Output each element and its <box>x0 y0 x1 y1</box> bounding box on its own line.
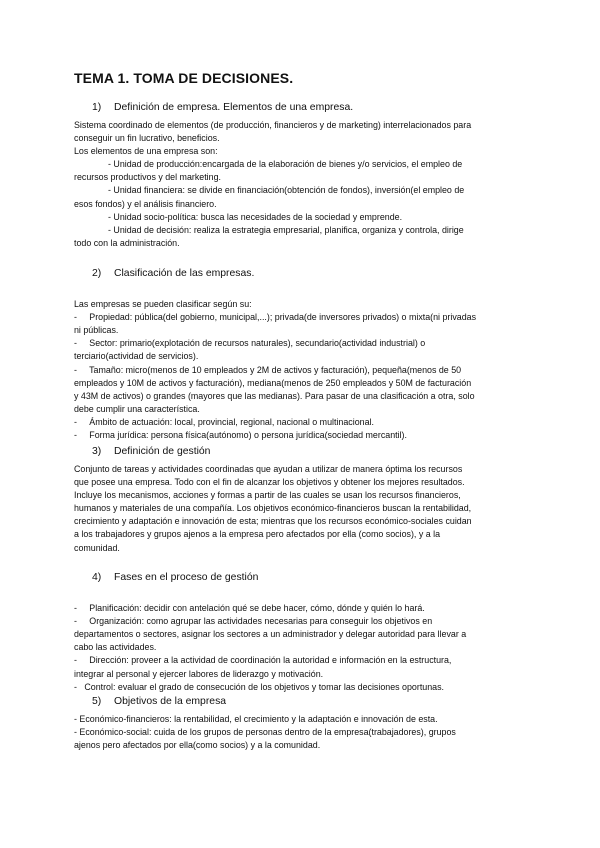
s1-line: - Unidad de producción:encargada de la elaboración de bienes y/o servicios, el empleo de <box>108 159 463 170</box>
s4-line: - Planificación: decidir con antelación qué se debe hacer, cómo, dónde y quién lo hará. <box>74 603 425 614</box>
section-2-title: Clasificación de las empresas. <box>114 268 255 279</box>
s2-line: - Forma jurídica: persona física(autónomo) o persona jurídica(sociedad mercantil). <box>74 430 407 441</box>
section-3-heading <box>92 446 530 457</box>
section-2-heading <box>92 268 530 279</box>
s5-line: ajenos pero afectados por ella(como socios) y a la comunidad. <box>74 740 321 751</box>
s4-line: cabo las actividades. <box>74 642 157 653</box>
s1-line: - Unidad de decisión: realiza la estrategia empresarial, planifica, organiza y controla, dirige <box>108 224 464 235</box>
section-5-body <box>74 713 530 752</box>
section-4-number: 4) <box>92 572 102 583</box>
section-3-body <box>74 463 530 555</box>
section-1-body <box>74 119 530 250</box>
s2-line: empleados y 10M de activos y facturación), mediana(menos de 250 empleados y 50M de facturación <box>74 377 472 388</box>
section-3-number: 3) <box>92 446 102 457</box>
s3-line: que posee una empresa. Todo con el fin de alcanzar los objetivos y obtener los mejores resultados. <box>74 477 465 488</box>
s2-line: - Propiedad: pública(del gobierno, municipal,...); privada(de inversores privados) o mixta(ni privadas <box>74 312 477 323</box>
s4-line: integrar al personal y ejercer labores de liderazgo y motivación. <box>74 668 324 679</box>
s2-line: terciario(actividad de servicios). <box>74 351 199 362</box>
s1-line: - Unidad socio-política: busca las necesidades de la sociedad y emprende. <box>108 211 403 222</box>
section-2-number: 2) <box>92 268 102 279</box>
section-5-title: Objetivos de la empresa <box>114 696 227 707</box>
section-2 <box>74 268 530 442</box>
section-2-body <box>74 285 530 442</box>
s3-line: crecimiento y adaptación e innovación de esta; mientras que los recursos económico-sociales cuidan <box>74 516 472 527</box>
section-1-heading <box>92 102 530 113</box>
s1-line: recursos productivos y del marketing. <box>74 172 221 183</box>
s2-line: debe cumplir una característica. <box>74 403 200 414</box>
s2-line: ni públicas. <box>74 325 119 336</box>
s4-line: - Organización: como agrupar las actividades necesarias para conseguir los objetivos en <box>74 616 433 627</box>
s4-line: - Control: evaluar el grado de consecución de los objetivos y tomar las decisiones oportunas. <box>74 681 444 692</box>
s1-line: Sistema coordinado de elementos (de producción, financieros y de marketing) interrelacionados para <box>74 120 472 130</box>
s4-line: departamentos o sectores, asignar los sectores a un administrador y delegar autoridad para llevar a <box>74 629 467 640</box>
section-4 <box>74 572 530 694</box>
s2-line: - Sector: primario(explotación de recursos naturales), secundario(actividad industrial) o <box>74 338 426 349</box>
section-4-body <box>74 589 530 694</box>
s2-line: - Tamaño: micro(menos de 10 empleados y 2M de activos y facturación), pequeña(menos de 50 <box>74 364 462 375</box>
section-4-title: Fases en el proceso de gestión <box>114 572 259 583</box>
s1-line: Los elementos de una empresa son: <box>74 146 218 157</box>
section-4-heading <box>92 572 530 583</box>
section-5-number: 5) <box>92 696 102 707</box>
section-5 <box>74 696 530 752</box>
s3-line: Conjunto de tareas y actividades coordinadas que ayudan a utilizar de manera óptima los recursos <box>74 464 463 474</box>
s1-line: todo con la administración. <box>74 237 180 248</box>
s4-line: - Dirección: proveer a la actividad de coordinación la autoridad e información en la estructura, <box>74 655 452 666</box>
s2-line: Las empresas se pueden clasificar según su: <box>74 299 252 310</box>
s2-line: y 43M de activos) o grandes (mayores que las medianas). Para pasar de una clasificación a otra, solo <box>74 390 475 401</box>
section-1-number: 1) <box>92 102 102 113</box>
s1-line: conseguir un fin lucrativo, beneficios. <box>74 133 220 144</box>
s5-line: - Económico-social: cuida de los grupos de personas dentro de la empresa(trabajadores), grupos <box>74 727 456 738</box>
s3-line: a los trabajadores y grupos ajenos a la empresa pero afectados por ella (como socios), y a la <box>74 529 441 540</box>
section-1 <box>74 102 530 250</box>
s1-line: esos fondos) y el análisis financiero. <box>74 198 217 209</box>
s3-line: Incluye los mecanismos, acciones y formas a partir de las cuales se usan los recursos financieros, <box>74 490 461 501</box>
section-5-heading <box>92 696 530 707</box>
section-1-title: Definición de empresa. Elementos de una empresa. <box>114 102 354 113</box>
section-3-title: Definición de gestión <box>114 446 211 457</box>
section-3 <box>74 446 530 555</box>
s3-line: comunidad. <box>74 542 120 553</box>
s1-line: - Unidad financiera: se divide en financiación(obtención de fondos), inversión(el empleo de <box>108 185 465 196</box>
document-title: TEMA 1. TOMA DE DECISIONES. <box>74 70 294 86</box>
s2-line: - Ámbito de actuación: local, provincial, regional, nacional o multinacional. <box>74 416 374 427</box>
s3-line: humanos y materiales de una compañía. Los objetivos económico-financieros buscan la rentabilidad, <box>74 503 472 514</box>
s5-line: - Económico-financieros: la rentabilidad, el crecimiento y la adaptación e innovación de esta. <box>74 714 438 724</box>
